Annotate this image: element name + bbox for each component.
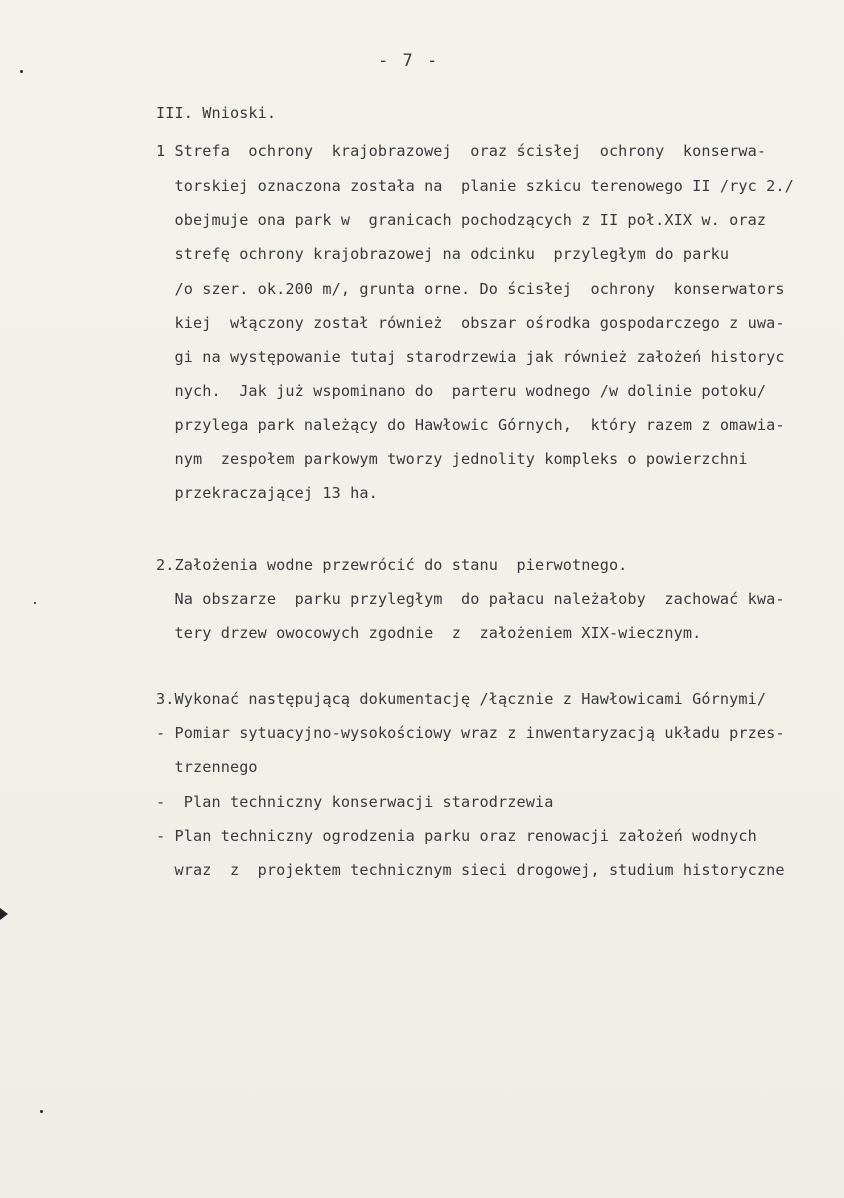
text-line: wraz z projektem technicznym sieci drogowej, studium historyczne xyxy=(156,861,785,879)
page-number: - 7 - xyxy=(378,51,440,71)
text-line: przekraczającej 13 ha. xyxy=(156,484,378,502)
text-line: strefę ochrony krajobrazowej na odcinku przyległym do parku xyxy=(156,245,730,263)
section-heading: III. Wnioski. xyxy=(156,104,277,122)
hole-punch-mark xyxy=(0,908,8,920)
text-line: kiej włączony został również obszar ośrodka gospodarczego z uwa- xyxy=(156,314,785,332)
text-line: przylega park należący do Hawłowic Górnych, który razem z omawia- xyxy=(156,416,785,434)
text-line: obejmuje ona park w granicach pochodzących z II poł.XIX w. oraz xyxy=(156,211,767,229)
text-line: - Pomiar sytuacyjno-wysokościowy wraz z inwentaryzacją układu przes- xyxy=(156,724,785,742)
scan-speck xyxy=(20,70,23,73)
text-line: gi na występowanie tutaj starodrzewia jak również założeń historyc xyxy=(156,348,785,366)
text-line: /o szer. ok.200 m/, grunta orne. Do ścisłej ochrony konserwators xyxy=(156,280,785,298)
text-line: nym zespołem parkowym tworzy jednolity kompleks o powierzchni xyxy=(156,450,748,468)
scan-speck xyxy=(34,602,36,604)
text-line: - Plan techniczny konserwacji starodrzewia xyxy=(156,793,554,811)
text-line: 2.Założenia wodne przewrócić do stanu pierwotnego. xyxy=(156,556,628,574)
text-line: torskiej oznaczona została na planie szkicu terenowego II /ryc 2./ xyxy=(156,177,794,195)
text-line: tery drzew owocowych zgodnie z założeniem XIX-wiecznym. xyxy=(156,624,702,642)
text-line: 3.Wykonać następującą dokumentację /łącznie z Hawłowicami Górnymi/ xyxy=(156,690,767,708)
text-line: - Plan techniczny ogrodzenia parku oraz renowacji założeń wodnych xyxy=(156,827,757,845)
text-line: Na obszarze parku przyległym do pałacu należałoby zachować kwa- xyxy=(156,590,785,608)
text-line: nych. Jak już wspominano do parteru wodnego /w dolinie potoku/ xyxy=(156,382,767,400)
scan-speck xyxy=(40,1110,43,1113)
text-line: 1 Strefa ochrony krajobrazowej oraz ścisłej ochrony konserwa- xyxy=(156,142,767,160)
text-line: trzennego xyxy=(156,758,258,776)
